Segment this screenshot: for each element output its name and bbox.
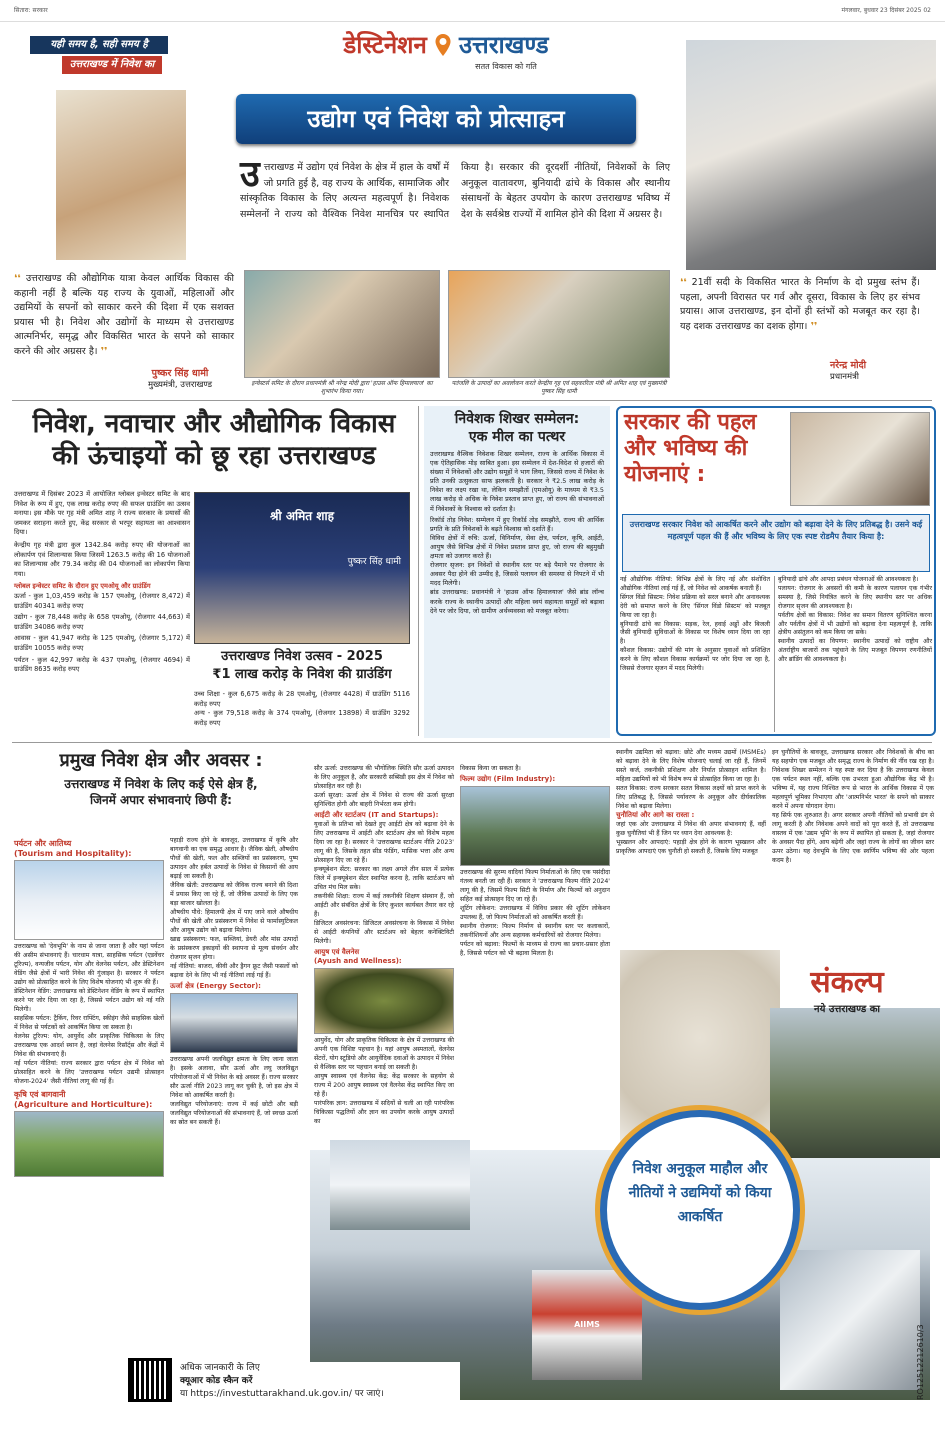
ayush-title: आयुष एवं वैलनेस	[314, 948, 360, 956]
list-item: नई औद्योगिक नीतियां: विभिन्न क्षेत्रों के लिए नई और संशोधित औद्योगिक नीतियां लाई गई हैं, जो निवेश को आकर्षक बनाती हैं।	[620, 576, 770, 592]
footer-info	[180, 1362, 460, 1402]
list-item: जलविद्युत परियोजनाएं: राज्य में कई छोटी और बड़ी जलविद्युत परियोजनाओं की संभावनाएं हैं, जो स्वच्छ ऊर्जा का स्रोत बन सकती हैं।	[170, 1101, 298, 1126]
qr-code-icon[interactable]	[128, 1358, 172, 1402]
brand-tagline: सतत विकास को गति	[475, 62, 537, 71]
section3-col2	[778, 576, 932, 665]
list-item: पारंपरिक ज्ञान: उत्तराखण्ड में सदियों से चली आ रही पारंपरिक चिकित्सा पद्धतियों और ज्ञान का उपयोग करके आयुष उत्पादों का	[314, 1100, 454, 1125]
quote-open-icon: ❛❛	[680, 277, 692, 288]
section4-sub2: जिनमें अपार संभावनाएं छिपी हैं:	[90, 793, 232, 807]
section3-title-line1: सरकार की पहल	[624, 410, 757, 435]
energy-title: ऊर्जा क्षेत्र (Energy Sector):	[170, 982, 261, 990]
divider	[774, 576, 775, 732]
event-photo-1	[244, 270, 440, 378]
section2-title-line1: निवेशक शिखर सम्मेलन:	[454, 411, 580, 427]
sankalp-circle	[600, 1110, 800, 1310]
agri-title: कृषि एवं बागवानी	[14, 1090, 66, 1099]
brand-left: डेस्टिनेशन	[343, 31, 427, 59]
footer-line2: क्यूआर कोड स्कैन करें	[180, 1376, 253, 1386]
stage-name-1: श्री अमित शाह	[270, 509, 334, 523]
main-banner: उद्योग एवं निवेश को प्रोत्साहन	[236, 94, 636, 144]
section2-title-line2: एक मील का पत्थर	[468, 429, 566, 445]
it-title: आईटी और स्टार्टअप (IT and Startups):	[314, 811, 439, 819]
list-item: उद्योग - कुल 78,448 करोड़ के 658 एमओयू, (रोजगार 44,663) में ग्राउंडिंग 34086 करोड़ रुपए	[14, 613, 190, 631]
section1-title-line2: की ऊंचाइयों को छू रहा उत्तराखण्ड	[52, 441, 376, 471]
cm-signature	[120, 366, 240, 390]
intro-body: त्तराखण्ड में उद्योग एवं निवेश के क्षेत्र में हाल के वर्षों में जो प्रगति हुई है, वह राज्य के आर्थिक, सामाजिक और सांस्कृतिक विकास के लिए अत्यन्त महत्वपूर्ण है। निवेशक सम्मेलनों ने राज्य को वैश्विक निवेश मानचित्र पर स्थापित किया है। सरकार की दूरदर्शी नीतियों, निवेशकों के लिए अनुकूल वातावरण, बुनियादी ढांचे के विकास और स्थानीय संसाधनों के बेहतर उपयोग के कारण उत्तराखण्ड भविष्य में देश के सर्वश्रेष्ठ राज्यों में शामिल होने की दिशा में अग्रसर है।	[240, 162, 670, 220]
list-item: पर्यटन को बढ़ावा: फिल्मों के माध्यम से राज्य का प्रचार-प्रसार होता है, जिससे पर्यटन को भी बढ़ावा मिलता है।	[460, 941, 610, 957]
prime-minister-photo	[686, 40, 936, 270]
list-item: पर्यटन - कुल 42,997 करोड़ के 437 एमओयू, (रोजगार 4694) में ग्राउंडिंग 8635 करोड़ रुपए	[14, 655, 190, 674]
aiims-photo	[532, 1270, 642, 1380]
section3-col1	[620, 576, 770, 674]
ayush-para: आयुर्वेद, योग और प्राकृतिक चिकित्सा के क्षेत्र में उत्तराखण्ड की अपनी एक विशिष्ट पहचान है। यहां आयुष अस्पतालों, वेलनेस सेंटरों, योग स्टूडियो और आयुर्वेदिक दवाओं के उत्पादन में निवेश से वैश्विक स्तर पर पहचान बनाई जा सकती है।	[314, 1037, 454, 1071]
header-strip	[0, 0, 945, 22]
challenges-title: चुनौतियां और आगे का रास्ता :	[616, 811, 695, 819]
section1-para1: उत्तराखण्ड में दिसंबर 2023 में आयोजित ग्लोबल इन्वेस्टर समिट के बाद निवेश के रूप में हुए, एक लाख करोड़ रुपए की सफल ग्राउंडिंग का उत्सव मनाया। इस मौके पर गृह मंत्री अमित शाह ने राज्य सरकार के प्रयासों की जमकर सराहना करते हुए, केंद्र सरकार से भरपूर सहायता का आश्वासन दिया।	[14, 490, 190, 537]
header-right: मंगलवार, बुधवार 23 दिसंबर 2025 02	[841, 7, 931, 14]
section2-box	[424, 406, 610, 738]
section3-continued-col1	[616, 748, 766, 856]
section1-para2: केन्द्रीय गृह मंत्री द्वारा कुल 1342.84 करोड़ रुपए की योजनाओं का लोकार्पण एवं शिलान्यास किया जिसमें 1263.5 करोड़ की 16 योजनाओं का शिलान्यास और 79.34 करोड़ की 04 योजनाओं का लोकार्पण किया गया।	[14, 540, 190, 578]
list-item: शूटिंग लोकेशन: उत्तराखण्ड में विविध प्रकार की शूटिंग लोकेशन उपलब्ध हैं, जो फिल्म निर्माताओं को आकर्षित करती हैं।	[460, 905, 610, 921]
brand-right: उत्तराखण्ड	[459, 31, 549, 59]
tourism-block	[14, 838, 164, 1177]
list-item: यह सिर्फ एक शुरुआत है। अगर सरकार अपनी नीतियों को प्रभावी ढंग से लागू करती है और निवेशक अपने वादों को पूरा करते हैं, तो उत्तराखण्ड वास्तव में एक 'उद्यम भूमि' के रूप में स्थापित हो सकता है, जहां रोजगार के अवसर पैदा होंगे, आय बढ़ेगी और जहां राज्य के लोगों का जीवन स्तर ऊपर उठेगा। यह देवभूमि के लिए एक स्वर्णिम भविष्य की ओर पहला कदम है।	[772, 812, 934, 864]
list-item: ऊर्जा - कुल 1,03,459 करोड़ के 157 एमओयू, (रोजगार 8,472) में ग्राउंडिंग 40341 करोड़ रुपए	[14, 591, 190, 610]
ayush-title-en: (Ayush and Wellness):	[314, 957, 402, 965]
drop-cap: उ	[240, 154, 260, 195]
herbs-photo	[314, 968, 454, 1034]
list-item: रोजगार सृजन: इन निवेशों से स्थानीय स्तर पर बड़े पैमाने पर रोजगार के अवसर पैदा होने की उम्मीद है, जिससे पलायन की समस्या से निपटने में भी मदद मिलेगी।	[430, 561, 604, 588]
location-pin-icon	[434, 33, 452, 57]
list-item: इन चुनौतियों के बावजूद, उत्तराखण्ड सरकार और निवेशकों के बीच का यह सहयोग एक मजबूत और समृद्ध राज्य के निर्माण की नींव रख रहा है। निवेशक शिखर सम्मेलन ने यह स्पष्ट कर दिया है कि उत्तराखण्ड केवल एक पर्यटन स्थल नहीं, बल्कि एक उभरता हुआ औद्योगिक केंद्र भी है। भविष्य में, यह राज्य निश्चित रूप से भारत के आर्थिक विकास में एक महत्वपूर्ण भूमिका निभाएगा और 'आत्मनिर्भर भारत' के सपने को साकार करने में अपना योगदान देगा।	[772, 749, 934, 810]
photo-caption-2: पतंजलि के उत्पादों का अवलोकन करते केन्द्रीय गृह एवं सहकारिता मंत्री श्री अमित शाह एवं मुख्यमंत्री पुष्कर सिंह धामी	[451, 380, 667, 395]
list-item: नई पर्यटन नीतियां: राज्य सरकार द्वारा पर्यटन क्षेत्र में निवेश को प्रोत्साहित करने के लिए 'उत्तराखण्ड पर्यटन उद्यमी प्रोत्साहन योजना-2024' जैसी नीतियां लागू की गई हैं।	[14, 1060, 164, 1085]
list-item: वेलनेस टूरिज्म: योग, आयुर्वेद और प्राकृतिक चिकित्सा के लिए उत्तराखण्ड एक आदर्श स्थान है, जहां वेलनेस रिसॉर्ट्स और केंद्रों में निवेश की संभावनाएं हैं।	[14, 1033, 164, 1058]
divider	[418, 406, 419, 736]
road-photo	[770, 1008, 940, 1158]
section1-list	[14, 592, 190, 675]
film-photo	[460, 786, 610, 866]
footer-line1: अधिक जानकारी के लिए	[180, 1363, 260, 1373]
ro-code: RO12512212610/3	[916, 1324, 925, 1400]
section3-title	[624, 410, 784, 488]
agri-para: पहाड़ी राज्य होने के बावजूद, उत्तराखण्ड में कृषि और बागवानी का एक समृद्ध आधार है। जैविक खेती, औषधीय पौधों की खेती, फल और सब्जियों का प्रसंस्करण, पुष्प उत्पादन और हर्बल उत्पादों के निवेश से किसानों की आय बढ़ाई जा सकती है।	[170, 837, 298, 880]
list-item: आवास - कुल 41,947 करोड़ के 125 एमओयू, (रोजगार 5,172) में ग्राउंडिंग 10055 करोड़ रुपए	[14, 634, 190, 652]
pm-role: प्रधानमंत्री	[830, 372, 859, 382]
list-item: खाद्य प्रसंस्करण: फल, सब्जियां, डेयरी और मांस उत्पादों के प्रसंस्करण इकाइयों की स्थापना से मूल्य संवर्धन और रोजगार सृजन होगा।	[170, 936, 298, 961]
quote-close-icon: ❜❜	[807, 320, 818, 332]
event-stage-photo	[194, 492, 410, 644]
section3-continued-col2	[772, 748, 934, 865]
list-item: सौर ऊर्जा: उत्तराखण्ड की भौगोलिक स्थिति सौर ऊर्जा उत्पादन के लिए अनुकूल है, और सरकारी सब्सिडी इस क्षेत्र में निवेश को प्रोत्साहित कर रही है।	[314, 765, 454, 790]
brand-logo	[276, 28, 616, 76]
section1-list-2	[194, 690, 410, 728]
list-item: भूस्खलन और आपदाएं: पहाड़ी क्षेत्र होने के कारण भूस्खलन और प्राकृतिक आपदाएं एक चुनौती हो सकती हैं, जिसके लिए मजबूत	[616, 839, 766, 855]
list-item: रिकॉर्ड तोड़ निवेश: सम्मेलन में हुए रिकॉर्ड तोड़ समझौते, राज्य की आर्थिक प्रगति के प्रति निवेशकों के बढ़ते विश्वास को दर्शाते हैं।	[430, 515, 604, 533]
event-photo-2	[448, 270, 670, 378]
divider	[12, 742, 932, 743]
list-item: आयुष स्वास्थ्य एवं वैलनेस केंद्र: केंद्र सरकार के सहयोग से राज्य में 200 आयुष स्वास्थ्य एवं वैलनेस केंद्र स्थापित किए जा रहे हैं।	[314, 1073, 454, 1098]
quote-open-icon: ❛❛	[14, 273, 26, 284]
challenges-lead: जहां एक ओर उत्तराखण्ड में निवेश की अपार संभावनाएं हैं, वहीं कुछ चुनौतियां भी हैं जिन पर ध्यान देना आवश्यक है:	[616, 821, 766, 837]
list-item: बुनियादी ढांचे और आपदा प्रबंधन योजनाओं की आवश्यकता है।	[778, 576, 919, 583]
farming-photo	[14, 1111, 164, 1177]
list-item: जैविक खेती: उत्तराखण्ड को जैविक राज्य बनाने की दिशा में प्रयास किए जा रहे हैं, जो जैविक उत्पादों के लिए एक बड़ा बाजार खोलता है।	[170, 882, 298, 907]
film-title: फिल्म उद्योग (Film Industry):	[460, 775, 556, 783]
list-item: उच्च शिक्षा - कुल 6,675 करोड़ के 28 एमओयू, (रोजगार 4428) में ग्राउंडिंग 5116 करोड़ रुपए	[194, 690, 410, 708]
skiing-photo	[14, 860, 164, 940]
list-item: बुनियादी ढांचे का विकास: सड़क, रेल, हवाई अड्डों और बिजली जैसी बुनियादी सुविधाओं के विकास पर विशेष ध्यान दिया जा रहा है।	[620, 620, 770, 646]
list-item: स्थानीय उत्पादों का विपणन: स्थानीय उत्पादों को राष्ट्रीय और अंतर्राष्ट्रीय बाजारों तक पहुंचाने के लिए मजबूत विपणन रणनीतियों और ब्रांडिंग की आवश्यकता है।	[778, 638, 932, 664]
it-column	[314, 764, 454, 1126]
agri-column	[170, 836, 298, 1127]
section1-text	[14, 490, 190, 677]
section4-title: प्रमुख निवेश क्षेत्र और अवसर :	[59, 750, 263, 771]
sankalp-subtitle: नये उत्तराखण्ड का	[814, 1004, 880, 1015]
list-item: कौशल विकास: उद्योगों की मांग के अनुसार युवाओं को प्रशिक्षित करने के लिए कौशल विकास कार्यक्रमों पर जोर दिया जा रहा है, जिससे रोजगार सृजन में मदद मिलेगी।	[620, 647, 770, 673]
section1-subhead: ग्लोबल इन्वेस्टर समिट के दौरान हुए एमओयू और ग्राउंडिंग	[14, 582, 151, 591]
cm-role: मुख्यमंत्री, उत्तराखण्ड	[147, 380, 213, 390]
film-column	[460, 764, 610, 958]
list-item: ब्रांड उत्तराखण्ड: प्रधानमंत्री ने 'हाउस ऑफ हिमालयाज' जैसे ब्रांड लॉन्च करके राज्य के स्थानीय उत्पादों और महिला स्वयं सहायता समूहों को बढ़ावा देने पर जोर दिया, जो ग्रामीण अर्थव्यवस्था को मजबूत करेगा।	[430, 588, 604, 615]
film-para: उत्तराखण्ड की सुरम्य वादियां फिल्म निर्माताओं के लिए एक पसंदीदा गंतव्य बनती जा रही हैं। सरकार ने 'उत्तराखण्ड फिल्म नीति 2024' लागू की है, जिसमें फिल्म सिटी के निर्माण और फिल्मों को अनुदान सहित कई प्रोत्साहन दिए जा रहे हैं।	[460, 869, 610, 903]
footer-line3[interactable]: या https://investuttarakhand.uk.gov.in/ पर जाएं।	[180, 1389, 384, 1399]
tourism-text	[14, 942, 164, 1086]
list-item: इन्क्यूबेशन सेंटर: सरकार का लक्ष्य अगले तीन साल में प्रत्येक जिले में इन्क्यूबेशन सेंटर स्थापित करना है, ताकि स्टार्टअप को उचित मंच मिल सके।	[314, 866, 454, 891]
section2-title	[424, 410, 610, 446]
meeting-photo	[790, 412, 930, 506]
divider	[12, 400, 932, 401]
section1-title	[14, 408, 414, 472]
cm-name: पुष्कर सिंह धामी	[151, 368, 209, 379]
pm-signature	[830, 358, 930, 382]
list-item: स्थानीय उद्यमिता को बढ़ावा: छोटे और मध्यम उद्यमों (MSMEs) को बढ़ावा देने के लिए विशेष योजनाएं चलाई जा रही हैं, जिनमें सस्ते कर्ज, तकनीकी प्रशिक्षण और निर्यात प्रोत्साहन शामिल है। महिला उद्यमियों को भी विशेष रूप से प्रोत्साहित किया जा रहा है।	[616, 749, 766, 783]
airplane-photo	[330, 1140, 470, 1230]
intro-text	[240, 154, 670, 270]
cm-quote-text: उत्तराखण्ड की औद्योगिक यात्रा केवल आर्थिक विकास की कहानी नहीं है बल्कि यह राज्य के युवाओं, महिलाओं और उद्यमियों के सपनों को साकार करने की दिशा में एक सशक्त प्रयास भी है। निवेश और उद्योगों के माध्यम से उत्तराखण्ड आत्मनिर्भर, समृद्ध और विकसित भारत के सपने को साकार करने की ओर अग्रसर है।	[14, 273, 234, 357]
section2-para: उत्तराखण्ड वैश्विक निवेशक शिखर सम्मेलन, राज्य के आर्थिक विकास में एक ऐतिहासिक मोड़ साबित हुआ। इस सम्मेलन में देश-विदेश से हजारों की संख्या में निवेशकों और उद्योग समूहों ने भाग लिया, जिससे राज्य में निवेश के प्रति उनकी उत्सुकता साफ झलकती है। सरकार ने ₹2.5 लाख करोड़ के निवेश का लक्ष्य रखा था, लेकिन समझौतों (एमओयू) के माध्यम से ₹3.5 लाख करोड़ से अधिक के निवेश प्रस्ताव प्राप्त हुए, जो राज्य की संभावनाओं में निवेशकों के विश्वास को दर्शाता है।	[430, 450, 604, 513]
list-item: तकनीकी शिक्षा: राज्य में कई तकनीकी शिक्षण संस्थान हैं, जो आईटी और संबंधित क्षेत्रों के लिए कुशल कार्यबल तैयार कर रहे हैं।	[314, 893, 454, 918]
section4-sub1: उत्तराखण्ड में निवेश के लिए कई ऐसे क्षेत्र हैं,	[64, 777, 258, 791]
section1-title-line1: निवेश, नवाचार और औद्योगिक विकास	[32, 409, 396, 439]
sankalp-circle-text: निवेश अनुकूल माहौल और नीतियों ने उद्यमियों को किया आकर्षित	[628, 1161, 772, 1225]
list-item: पर्वतीय क्षेत्रों का विकास: निवेश का समान वितरण सुनिश्चित करना और पर्वतीय क्षेत्रों में भी उद्योगों को बढ़ावा देना महत्वपूर्ण है, ताकि क्षेत्रीय असंतुलन को कम किया जा सके।	[778, 611, 932, 637]
section3-title-line2: और भविष्य की	[624, 436, 748, 461]
factory-photo	[780, 1250, 920, 1390]
list-item: साहसिक पर्यटन: ट्रैकिंग, रिवर राफ्टिंग, स्कीइंग जैसे साहसिक खेलों में निवेश से पर्यटकों को आकर्षित किया जा सकता है।	[14, 1015, 164, 1031]
list-item: सिंगल विंडो सिस्टम: निवेश प्रक्रिया को सरल बनाने और अनावश्यक देरी को समाप्त करने के लिए 'सिंगल विंडो सिस्टम' को मजबूत किया जा रहा है।	[620, 593, 770, 619]
section3-title-line3: योजनाएं :	[624, 462, 706, 487]
list-item: पलायन: रोजगार के अवसरों की कमी के कारण पलायन एक गंभीर समस्या है, जिसे नियंत्रित करने के लिए स्थानीय स्तर पर अधिक रोजगार सृजन की आवश्यकता है।	[778, 584, 932, 610]
list-item: डेस्टिनेशन वेडिंग: उत्तराखण्ड को डेस्टिनेशन वेडिंग के रूप में स्थापित करने पर जोर दिया जा रहा है, जिससे पर्यटन उद्योग को नई गति मिलेगी।	[14, 988, 164, 1013]
section3-lead: उत्तराखण्ड सरकार निवेश को आकर्षित करने और उद्योग को बढ़ावा देने के लिए प्रतिबद्ध है। उसने कई महत्वपूर्ण पहल की हैं और भविष्य के लिए एक स्पष्ट रोडमैप तैयार किया है:	[622, 514, 930, 572]
tagline-1: यही समय है, सही समय है	[30, 36, 168, 54]
list-item: औषधीय पौधे: हिमालयी क्षेत्र में पाए जाने वाले औषधीय पौधों की खेती और प्रसंस्करण में निवेश से फार्मास्युटिकल और आयुष उद्योग को बढ़ावा मिलेगा।	[170, 909, 298, 934]
energy-para: उत्तराखण्ड अपनी जलविद्युत क्षमता के लिए जाना जाता है। इसके अलावा, सौर ऊर्जा और लघु जलविद्युत परियोजनाओं में भी निवेश के बड़े अवसर हैं। राज्य सरकार सौर ऊर्जा नीति 2023 लागू कर चुकी है, जो इस क्षेत्र में निवेश को आकर्षित करती है।	[170, 1056, 298, 1099]
it-para: युवाओं के प्रतिभा को देखते हुए आईटी क्षेत्र को बढ़ावा देने के लिए उत्तराखण्ड में आईटी और स्टार्टअप क्षेत्र को विशेष महत्व दिया जा रहा है। सरकार ने 'उत्तराखण्ड स्टार्टअप नीति 2023' लागू की है, जिसके तहत सीड फंडिंग, मासिक भत्ता और अन्य प्रोत्साहन दिए जा रहे हैं।	[314, 821, 454, 864]
photo-caption-1: इन्वेस्टर्स समिट के दौरान प्रधानमंत्री श्री नरेन्द्र मोदी द्वारा 'हाउस ऑफ हिमालयाज' का शुभारंभ किया गया।	[251, 380, 433, 395]
tourism-para: उत्तराखण्ड को 'देवभूमि' के नाम से जाना जाता है और यहां पर्यटन की असीम संभावनाएं हैं। चारधाम यात्रा, साहसिक पर्यटन (एडवेंचर टूरिज्म), वन्यजीव पर्यटन, योग और वेलनेस पर्यटन, और डेस्टिनेशन वेडिंग जैसे क्षेत्रों में भारी निवेश की गुंजाइश है। सरकार ने पर्यटन उद्योग को प्रोत्साहित करने के लिए विशेष योजनाएं भी शुरू की हैं।	[14, 943, 164, 986]
solar-photo	[170, 993, 298, 1053]
aiims-label: AIIMS	[574, 1320, 600, 1329]
tourism-title-en: (Tourism and Hospitality):	[14, 849, 132, 858]
tourism-title: पर्यटन और आतिथ्य	[14, 839, 72, 848]
section4-header	[16, 748, 306, 808]
stage-name-2: पुष्कर सिंह धामी	[347, 557, 401, 567]
col3-top-text: विकास किया जा सकता है।	[460, 765, 521, 772]
agri-title-en: (Agriculture and Horticulture):	[14, 1100, 153, 1109]
section2-text	[424, 446, 610, 620]
chief-minister-photo	[56, 90, 186, 260]
sankalp-heading	[772, 960, 922, 1015]
list-item: डिजिटल अवसंरचना: डिजिटल अवसंरचना के विकास में निवेश से आईटी कंपनियों और स्टार्टअप को बेहतर कनेक्टिविटी मिलेगी।	[314, 920, 454, 945]
list-item: स्थानीय रोजगार: फिल्म निर्माण से स्थानीय स्तर पर कलाकारों, तकनीशियनों और अन्य सहायक कर्मचारियों को रोजगार मिलेगा।	[460, 923, 610, 939]
list-item: अन्य - कुल 79,518 करोड़ के 374 एमओयू, (रोजगार 13898) में ग्राउंडिंग 3292 करोड़ रुपए	[194, 709, 410, 727]
list-item: नई नीतियां: बाजरा, कीवी और ड्रैगन फ्रूट जैसी फसलों को बढ़ावा देने के लिए भी नई नीतियां लाई गई हैं।	[170, 963, 298, 979]
event-title-block	[194, 646, 410, 682]
list-item: सतत विकास: राज्य सरकार सतत विकास लक्ष्यों को प्राप्त करने के लिए प्रतिबद्ध है, जिससे पर्यावरण के अनुकूल और दीर्घकालिक निवेश को बढ़ावा मिलेगा।	[616, 785, 766, 810]
pm-name: नरेन्द्र मोदी	[830, 360, 867, 371]
tagline-2: उत्तराखण्ड में निवेश का	[62, 56, 162, 74]
header-left: सितारा: सरकार	[14, 7, 48, 14]
pm-quote-text: 21वीं सदी के विकसित भारत के निर्माण के दो प्रमुख स्तंभ हैं। पहला, अपनी विरासत पर गर्व और दूसरा, विकास के लिए हर संभव प्रयास। आज उत्तराखण्ड, इन दोनों ही स्तंभों को मजबूत कर रहा है। यह दशक उत्तराखण्ड का दशक होगा।	[680, 277, 920, 332]
list-item: ऊर्जा सुरक्षा: ऊर्जा क्षेत्र में निवेश से राज्य की ऊर्जा सुरक्षा सुनिश्चित होगी और बाहरी निर्भरता कम होगी।	[314, 792, 454, 808]
event-subtitle: ₹1 लाख करोड़ के निवेश की ग्राउंडिंग	[212, 667, 392, 682]
quote-close-icon: ❜❜	[97, 345, 108, 357]
sankalp-title: संकल्प	[810, 965, 884, 1000]
list-item: विविध क्षेत्रों में रुचि: ऊर्जा, विनिर्माण, सेवा क्षेत्र, पर्यटन, कृषि, आईटी, आयुष जैसे विभिन्न क्षेत्रों में निवेश प्रस्ताव प्राप्त हुए, जो राज्य की बहुमुखी क्षमता को उजागर करते हैं।	[430, 533, 604, 561]
event-title: उत्तराखण्ड निवेश उत्सव - 2025	[221, 649, 383, 664]
